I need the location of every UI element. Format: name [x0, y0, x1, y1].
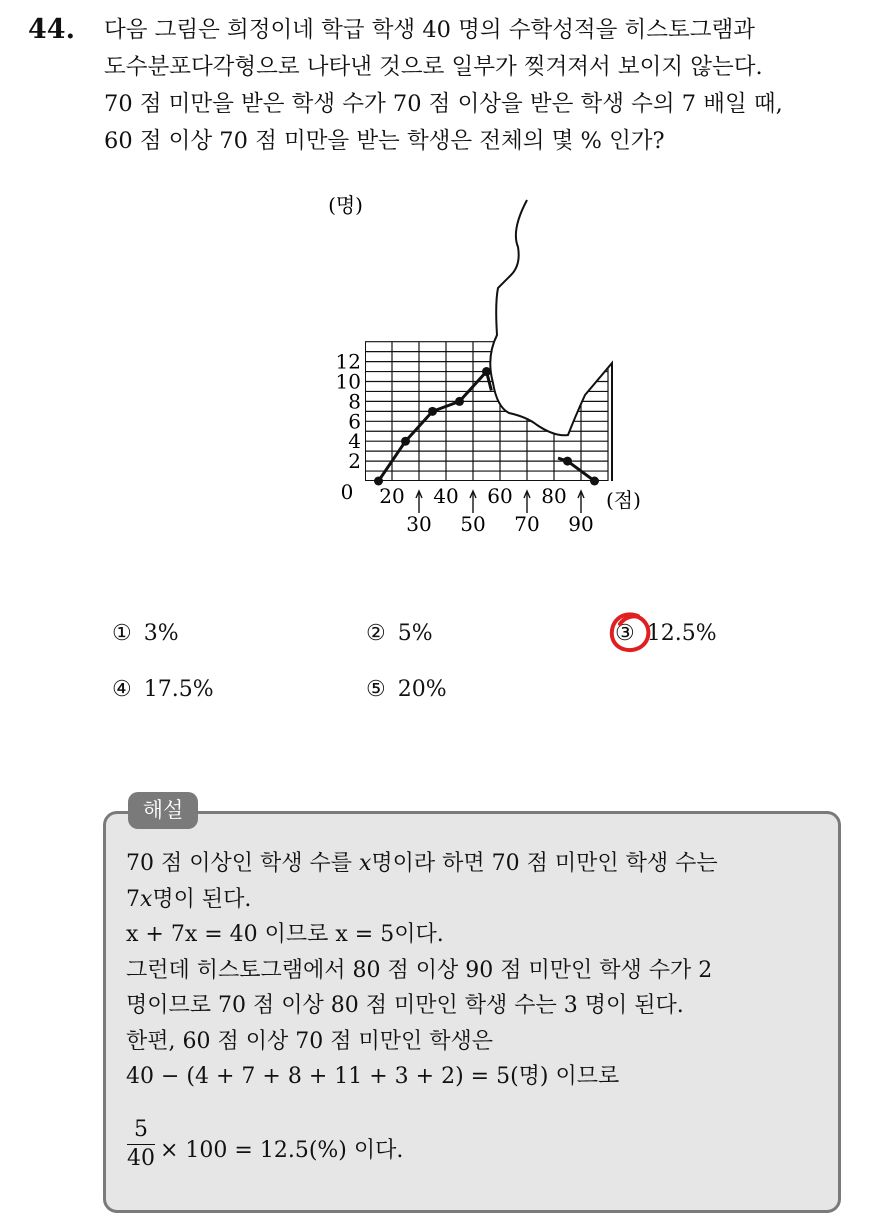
- y-tick-label: 6: [348, 409, 361, 434]
- x-tick-label: 50: [460, 512, 486, 535]
- question-number: 44.: [28, 14, 75, 45]
- data-point: [482, 367, 491, 376]
- fraction-denominator: 40: [127, 1146, 155, 1171]
- y-tick-label: 4: [348, 429, 361, 454]
- choice-mark: ②: [366, 621, 386, 646]
- y-tick-label: 2: [348, 449, 361, 474]
- x-tick-label: 30: [406, 512, 432, 535]
- fraction-bar: [127, 1144, 155, 1145]
- data-point: [401, 437, 410, 446]
- x-tick-label: 90: [568, 512, 594, 535]
- solution-line: 70 점 이상인 학생 수를 x명이라 하면 70 점 미만인 학생 수는: [126, 851, 718, 876]
- question-line: 다음 그림은 희정이네 학급 학생 40 명의 수학성적을 히스토그램과: [104, 17, 755, 43]
- data-point: [374, 477, 383, 486]
- question-line: 도수분포다각형으로 나타낸 것으로 일부가 찢겨져서 보이지 않는다.: [104, 54, 763, 80]
- y-tick-label: 12: [335, 349, 361, 374]
- x-tick-label: 20: [379, 484, 405, 508]
- fraction: [127, 1118, 155, 1171]
- x-tick-label: 70: [514, 512, 540, 535]
- fraction-numerator: 5: [134, 1117, 148, 1142]
- y-tick-label: 8: [348, 389, 361, 414]
- data-point: [455, 397, 464, 406]
- x-tick-label: 80: [541, 484, 567, 508]
- choice-mark: ⑤: [366, 677, 386, 702]
- solution-line: 7x명이 된다.: [126, 886, 252, 912]
- choice-text: 3%: [143, 621, 179, 646]
- data-point: [590, 477, 599, 486]
- question-line: 70 점 미만을 받은 학생 수가 70 점 이상을 받은 학생 수의 7 배일 때,: [104, 91, 783, 117]
- torn-edge: [490, 200, 612, 481]
- origin-label: 0: [340, 480, 354, 504]
- x-axis-labels: [341, 480, 641, 535]
- y-axis-labels: [328, 193, 363, 473]
- solution-line: 한편, 60 점 이상 70 점 미만인 학생은: [126, 1028, 493, 1054]
- choice-5[interactable]: [366, 677, 447, 702]
- answer-circle-mark: [608, 610, 654, 656]
- choice-2[interactable]: [366, 621, 433, 646]
- solution-line: x + 7x = 40 이므로 x = 5이다.: [126, 922, 444, 947]
- x-tick-label: 40: [433, 484, 459, 508]
- choice-4[interactable]: [112, 677, 214, 702]
- solution-text: [126, 846, 831, 1095]
- data-point: [563, 457, 572, 466]
- choice-text: 20%: [397, 677, 447, 702]
- y-tick-label: 10: [335, 369, 361, 394]
- question-line: 60 점 이상 70 점 미만을 받는 학생은 전체의 몇 % 인가?: [104, 128, 665, 154]
- x-tick-label: 60: [487, 484, 513, 508]
- data-point: [428, 407, 437, 416]
- question-text: [104, 12, 874, 160]
- choice-text: 5%: [397, 621, 433, 646]
- frequency-polygon: [374, 367, 599, 485]
- torn-histogram-chart: [315, 185, 655, 535]
- choice-mark: ③: [615, 621, 635, 646]
- series-line: [379, 372, 487, 481]
- choice-mark: ①: [112, 621, 132, 646]
- x-unit-label: (점): [606, 488, 641, 512]
- solution-line: 그런데 히스토그램에서 80 점 이상 90 점 미만인 학생 수가 2: [126, 957, 713, 983]
- choice-text: 17.5%: [143, 677, 214, 702]
- choice-mark: ④: [112, 677, 132, 702]
- solution-tag: 해설: [128, 792, 198, 829]
- solution-line: 명이므로 70 점 이상 80 점 미만인 학생 수는 3 명이 된다.: [126, 993, 684, 1018]
- solution-line: × 100 = 12.5(%) 이다.: [160, 1138, 404, 1163]
- choice-text: 12.5%: [646, 621, 717, 646]
- y-unit-label: (명): [328, 193, 363, 217]
- solution-line: 40 − (4 + 7 + 8 + 11 + 3 + 2) = 5(명) 이므로: [126, 1064, 620, 1089]
- choice-1[interactable]: [112, 621, 179, 646]
